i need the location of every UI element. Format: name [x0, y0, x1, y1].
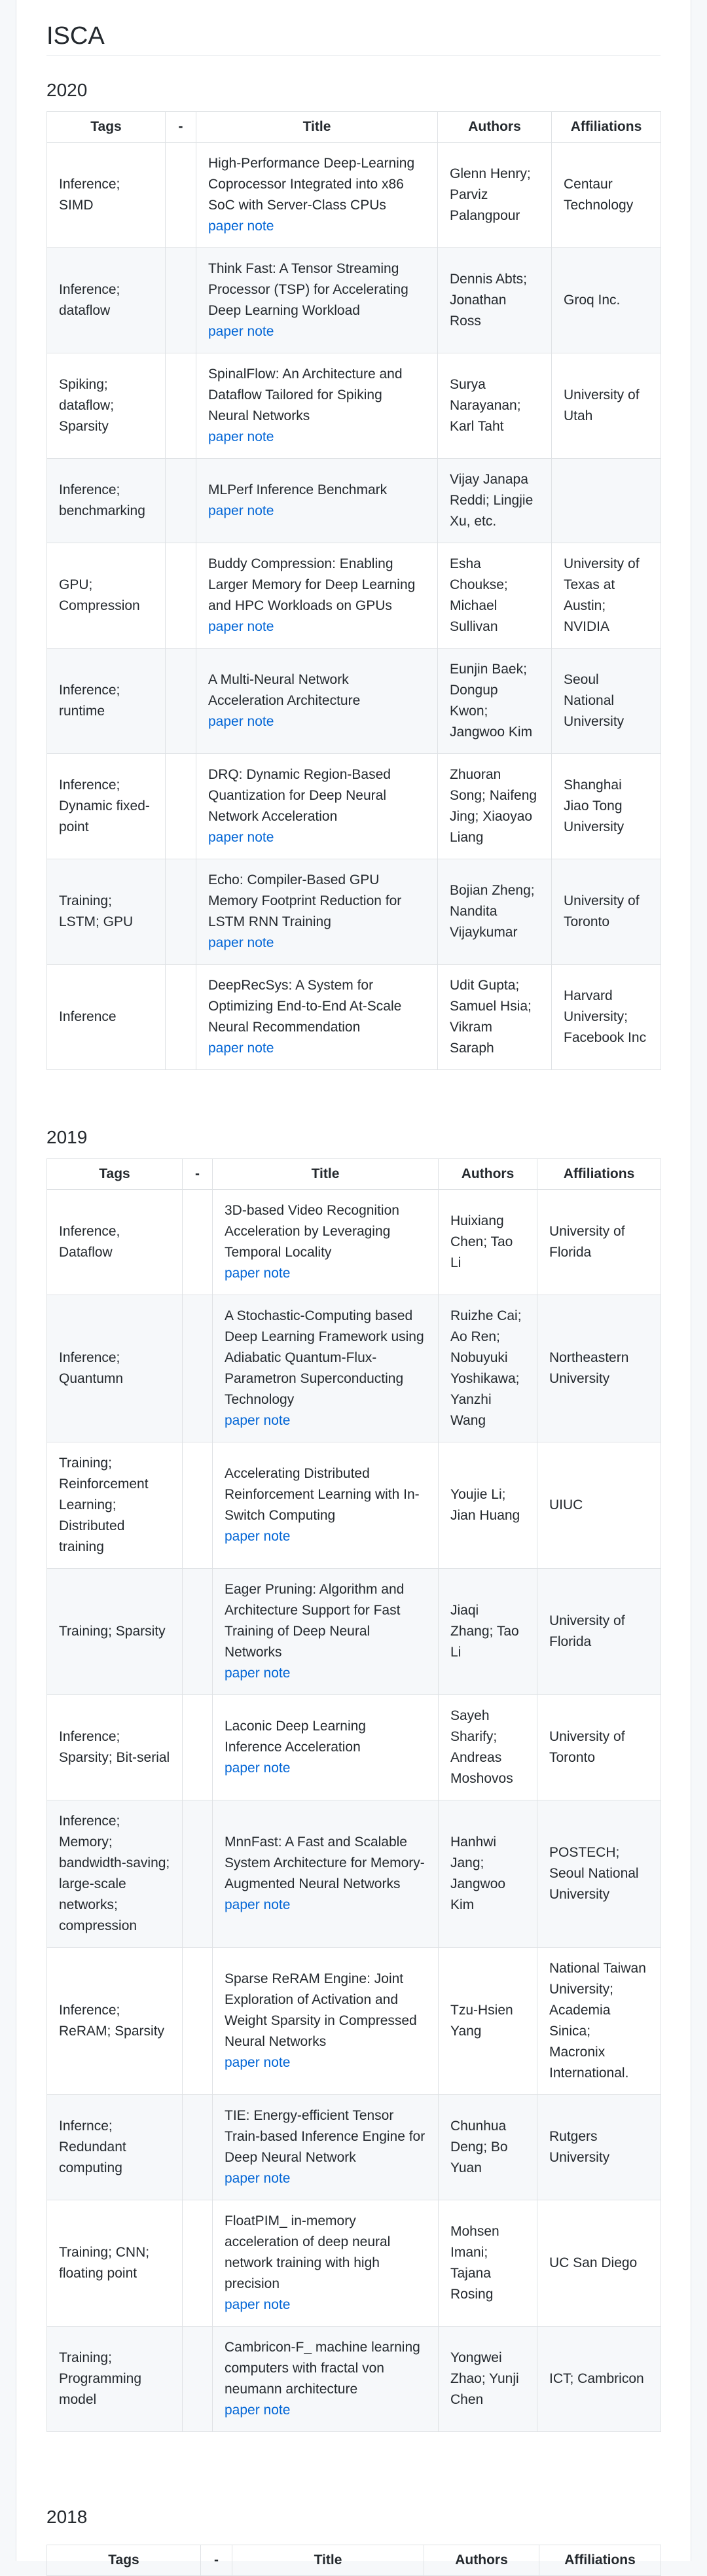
tags-cell: Inference; SIMD — [47, 143, 166, 248]
paper-title: DRQ: Dynamic Region-Based Quantization for Deep Neural Network Acceleration — [208, 767, 391, 824]
table-row — [47, 143, 661, 248]
paper-title: DeepRecSys: A System for Optimizing End-to-End At-Scale Neural Recommendation — [208, 978, 402, 1035]
paper-title: Echo: Compiler-Based GPU Memory Footprint Reduction for LSTM RNN Training — [208, 872, 402, 929]
dash-cell — [183, 2327, 213, 2432]
paper-note-link[interactable]: paper note — [225, 1529, 291, 1544]
paper-note-link[interactable]: paper note — [208, 714, 274, 729]
paper-note-link[interactable]: paper note — [225, 1413, 291, 1428]
tags-cell: Training; LSTM; GPU — [47, 859, 166, 965]
paper-note-link[interactable]: paper note — [208, 1041, 274, 1056]
authors-cell: Sayeh Sharify; Andreas Moshovos — [439, 1695, 537, 1800]
authors-cell: Mohsen Imani; Tajana Rosing — [439, 2200, 537, 2327]
authors-cell: Chunhua Deng; Bo Yuan — [439, 2095, 537, 2200]
table-row — [47, 754, 661, 859]
title-cell — [213, 2327, 439, 2432]
dash-cell — [166, 754, 196, 859]
dash-cell — [166, 965, 196, 1070]
authors-cell: Ruizhe Cai; Ao Ren; Nobuyuki Yoshikawa; Yanzhi Wang — [439, 1295, 537, 1442]
dash-cell — [183, 1800, 213, 1948]
table-row — [47, 2095, 661, 2200]
dash-cell — [166, 859, 196, 965]
title-cell — [196, 143, 438, 248]
dash-cell — [166, 459, 196, 543]
paper-title: Cambricon-F_ machine learning computers with fractal von neumann architecture — [225, 2340, 420, 2397]
paper-title: Sparse ReRAM Engine: Joint Exploration of Activation and Weight Sparsity in Compressed Neural Networks — [225, 1971, 417, 2049]
section-heading-2019: 2019 — [46, 1127, 88, 1147]
affiliations-cell: University of Toronto — [552, 859, 661, 965]
title-cell — [213, 2095, 439, 2200]
affiliations-cell: University of Utah — [552, 353, 661, 459]
title-cell — [196, 248, 438, 353]
dash-cell — [166, 649, 196, 754]
affiliations-cell: Harvard University; Facebook Inc — [552, 965, 661, 1070]
table-row — [47, 2327, 661, 2432]
title-cell — [213, 2200, 439, 2327]
paper-note-link[interactable]: paper note — [208, 935, 274, 950]
authors-cell: Eunjin Baek; Dongup Kwon; Jangwoo Kim — [438, 649, 552, 754]
table-body — [47, 1190, 661, 2432]
authors-cell: Surya Narayanan; Karl Taht — [438, 353, 552, 459]
dash-cell — [166, 353, 196, 459]
paper-title: FloatPIM_ in-memory acceleration of deep neural network training with high precision — [225, 2213, 391, 2291]
table-row — [47, 1190, 661, 1295]
paper-title: Laconic Deep Learning Inference Acceleration — [225, 1719, 366, 1755]
tags-cell: GPU; Compression — [47, 543, 166, 649]
tags-cell: Inference; Dynamic fixed-point — [47, 754, 166, 859]
tags-cell: Inference; Quantumn — [47, 1295, 183, 1442]
paper-note-link[interactable]: paper note — [208, 219, 274, 234]
affiliations-cell: Shanghai Jiao Tong University — [552, 754, 661, 859]
table-row — [47, 649, 661, 754]
page-title: ISCA — [46, 22, 105, 50]
title-divider — [46, 55, 661, 56]
table-body — [47, 143, 661, 1070]
paper-title: SpinalFlow: An Architecture and Dataflow Tailored for Spiking Neural Networks — [208, 367, 403, 423]
paper-title: Accelerating Distributed Reinforcement Learning with In-Switch Computing — [225, 1466, 420, 1523]
tags-cell: Inference — [47, 965, 166, 1070]
dash-cell — [166, 543, 196, 649]
dash-cell — [166, 248, 196, 353]
authors-cell: Jiaqi Zhang; Tao Li — [439, 1569, 537, 1695]
paper-title: A Multi-Neural Network Acceleration Architecture — [208, 672, 361, 708]
authors-cell: Yongwei Zhao; Yunji Chen — [439, 2327, 537, 2432]
table-row — [47, 353, 661, 459]
title-cell — [213, 1442, 439, 1569]
tags-cell: Training; Sparsity — [47, 1569, 183, 1695]
authors-cell: Huixiang Chen; Tao Li — [439, 1190, 537, 1295]
paper-note-link[interactable]: paper note — [225, 1761, 291, 1776]
title-cell — [196, 353, 438, 459]
column-header-authors: Authors — [438, 112, 552, 143]
tags-cell: Spiking; dataflow; Sparsity — [47, 353, 166, 459]
table-row — [47, 2200, 661, 2327]
paper-note-link[interactable]: paper note — [208, 619, 274, 634]
title-cell — [213, 1948, 439, 2095]
affiliations-cell: ICT; Cambricon — [537, 2327, 661, 2432]
table-row — [47, 1800, 661, 1948]
column-header-title: Title — [213, 1159, 439, 1190]
tags-cell: Inference; dataflow — [47, 248, 166, 353]
column-header-tags: Tags — [47, 2545, 201, 2576]
column-header-title: Title — [196, 112, 438, 143]
affiliations-cell: University of Toronto — [537, 1695, 661, 1800]
table-header-row — [47, 112, 661, 143]
table-row — [47, 965, 661, 1070]
table-row — [47, 1295, 661, 1442]
table-row — [47, 1569, 661, 1695]
column-header-title: Title — [232, 2545, 424, 2576]
tags-cell: Inference; Memory; bandwidth-saving; large-scale networks; compression — [47, 1800, 183, 1948]
dash-cell — [183, 1948, 213, 2095]
paper-title: 3D-based Video Recognition Acceleration by Leveraging Temporal Locality — [225, 1203, 399, 1260]
section-heading-2018: 2018 — [46, 2507, 88, 2527]
paper-note-link[interactable]: paper note — [225, 2403, 291, 2418]
page-container — [16, 0, 691, 2567]
dash-cell — [183, 1695, 213, 1800]
table-row — [47, 543, 661, 649]
title-cell — [213, 1190, 439, 1295]
paper-title: Eager Pruning: Algorithm and Architecture Support for Fast Training of Deep Neural Networks — [225, 1582, 405, 1660]
affiliations-cell: University of Florida — [537, 1190, 661, 1295]
title-cell — [196, 754, 438, 859]
table-header-row — [47, 2545, 661, 2576]
affiliations-cell: University of Texas at Austin; NVIDIA — [552, 543, 661, 649]
column-header-affiliations: Affiliations — [537, 1159, 661, 1190]
title-cell — [213, 1800, 439, 1948]
section-heading-2020: 2020 — [46, 80, 88, 100]
paper-note-link[interactable]: paper note — [225, 1666, 291, 1681]
column-header-affiliations: Affiliations — [539, 2545, 661, 2576]
affiliations-cell: Northeastern University — [537, 1295, 661, 1442]
dash-cell — [183, 1190, 213, 1295]
dash-cell — [183, 1295, 213, 1442]
title-cell — [213, 1569, 439, 1695]
tags-cell: Inference; Sparsity; Bit-serial — [47, 1695, 183, 1800]
title-cell — [196, 965, 438, 1070]
column-header-affiliations: Affiliations — [552, 112, 661, 143]
papers-table-2020 — [46, 111, 661, 1070]
table-row — [47, 459, 661, 543]
paper-note-link[interactable]: paper note — [208, 503, 274, 518]
authors-cell: Zhuoran Song; Naifeng Jing; Xiaoyao Liang — [438, 754, 552, 859]
affiliations-cell: Centaur Technology — [552, 143, 661, 248]
affiliations-cell: Groq Inc. — [552, 248, 661, 353]
authors-cell: Bojian Zheng; Nandita Vijaykumar — [438, 859, 552, 965]
tags-cell: Inference; runtime — [47, 649, 166, 754]
authors-cell: Youjie Li; Jian Huang — [439, 1442, 537, 1569]
paper-note-link[interactable]: paper note — [208, 324, 274, 339]
title-cell — [196, 859, 438, 965]
tags-cell: Inference, Dataflow — [47, 1190, 183, 1295]
table-row — [47, 1442, 661, 1569]
paper-title: High-Performance Deep-Learning Coprocessor Integrated into x86 SoC with Server-Class CPUs — [208, 156, 415, 213]
paper-title: MnnFast: A Fast and Scalable System Architecture for Memory-Augmented Neural Networks — [225, 1834, 425, 1891]
affiliations-cell: Seoul National University — [552, 649, 661, 754]
dash-cell — [183, 1442, 213, 1569]
paper-note-link[interactable]: paper note — [225, 2171, 291, 2186]
column-header-dash: - — [166, 112, 196, 143]
authors-cell: Vijay Janapa Reddi; Lingjie Xu, etc. — [438, 459, 552, 543]
column-header-dash: - — [183, 1159, 213, 1190]
authors-cell: Hanhwi Jang; Jangwoo Kim — [439, 1800, 537, 1948]
authors-cell: Esha Choukse; Michael Sullivan — [438, 543, 552, 649]
tags-cell: Training; Reinforcement Learning; Distributed training — [47, 1442, 183, 1569]
papers-table-2018 — [46, 2545, 661, 2576]
paper-note-link[interactable]: paper note — [225, 2297, 291, 2312]
affiliations-cell: UC San Diego — [537, 2200, 661, 2327]
affiliations-cell: National Taiwan University; Academia Sinica; Macronix International. — [537, 1948, 661, 2095]
authors-cell: Tzu-Hsien Yang — [439, 1948, 537, 2095]
column-header-dash: - — [201, 2545, 232, 2576]
title-cell — [196, 649, 438, 754]
column-header-tags: Tags — [47, 1159, 183, 1190]
column-header-authors: Authors — [439, 1159, 537, 1190]
title-cell — [196, 543, 438, 649]
tags-cell: Inference; ReRAM; Sparsity — [47, 1948, 183, 2095]
table-row — [47, 1695, 661, 1800]
table-row — [47, 248, 661, 353]
dash-cell — [183, 1569, 213, 1695]
paper-note-link[interactable]: paper note — [225, 1897, 291, 1912]
affiliations-cell — [552, 459, 661, 543]
paper-note-link[interactable]: paper note — [208, 830, 274, 845]
tags-cell: Infernce; Redundant computing — [47, 2095, 183, 2200]
title-cell — [196, 459, 438, 543]
paper-title: A Stochastic-Computing based Deep Learning Framework using Adiabatic Quantum-Flux-Parametron Superconducting Technology — [225, 1308, 424, 1407]
table-row — [47, 1948, 661, 2095]
authors-cell: Udit Gupta; Samuel Hsia; Vikram Saraph — [438, 965, 552, 1070]
paper-title: Think Fast: A Tensor Streaming Processor (TSP) for Accelerating Deep Learning Workload — [208, 261, 408, 318]
paper-title: Buddy Compression: Enabling Larger Memory for Deep Learning and HPC Workloads on GPUs — [208, 556, 416, 613]
paper-note-link[interactable]: paper note — [225, 1266, 291, 1281]
table-row — [47, 859, 661, 965]
tags-cell: Training; Programming model — [47, 2327, 183, 2432]
column-header-tags: Tags — [47, 112, 166, 143]
column-header-authors: Authors — [424, 2545, 539, 2576]
authors-cell: Dennis Abts; Jonathan Ross — [438, 248, 552, 353]
table-header-row — [47, 1159, 661, 1190]
title-cell — [213, 1695, 439, 1800]
papers-table-2019 — [46, 1158, 661, 2432]
paper-title: TIE: Energy-efficient Tensor Train-based Inference Engine for Deep Neural Network — [225, 2108, 426, 2165]
paper-note-link[interactable]: paper note — [208, 429, 274, 444]
paper-note-link[interactable]: paper note — [225, 2055, 291, 2070]
affiliations-cell: POSTECH; Seoul National University — [537, 1800, 661, 1948]
authors-cell: Glenn Henry; Parviz Palangpour — [438, 143, 552, 248]
title-cell — [213, 1295, 439, 1442]
paper-title: MLPerf Inference Benchmark — [208, 482, 388, 497]
affiliations-cell: University of Florida — [537, 1569, 661, 1695]
affiliations-cell: UIUC — [537, 1442, 661, 1569]
dash-cell — [183, 2095, 213, 2200]
tags-cell: Training; CNN; floating point — [47, 2200, 183, 2327]
tags-cell: Inference; benchmarking — [47, 459, 166, 543]
dash-cell — [183, 2200, 213, 2327]
dash-cell — [166, 143, 196, 248]
affiliations-cell: Rutgers University — [537, 2095, 661, 2200]
